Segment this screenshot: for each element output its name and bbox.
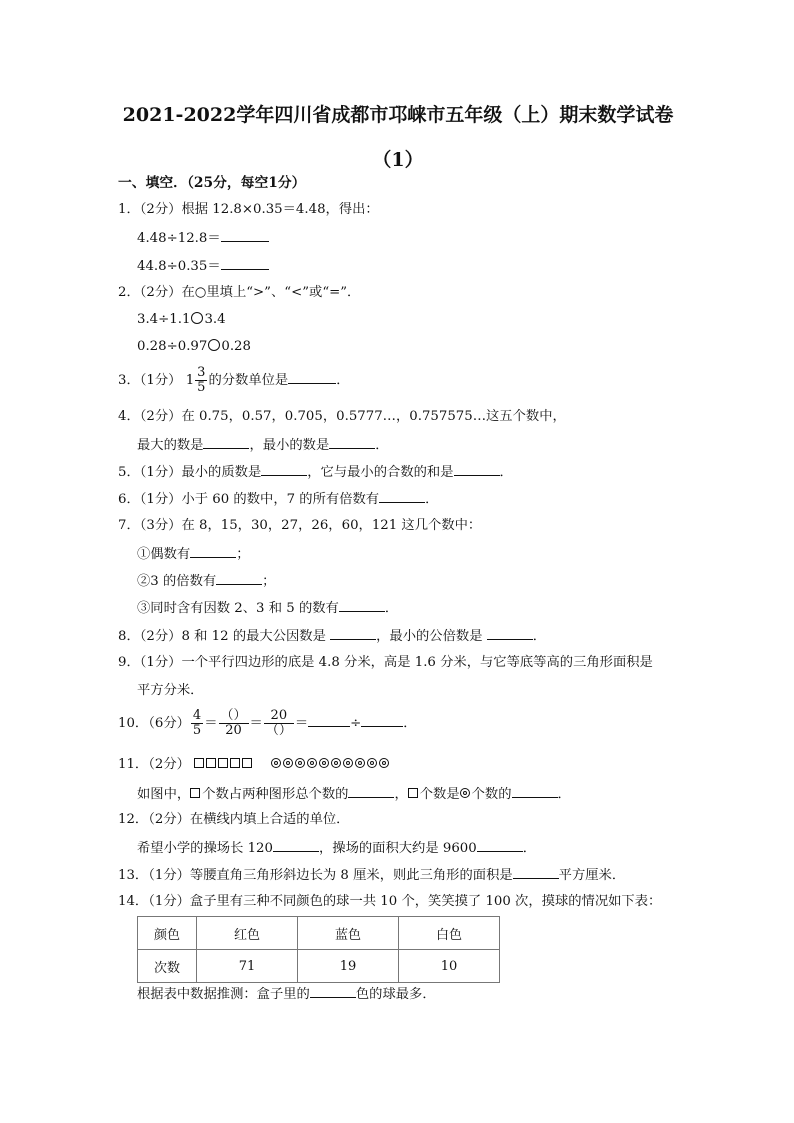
q11-line2: 如图中， 个数占两种图形总个数的 ， 个数是 个数的 ．: [137, 787, 571, 802]
answer-blank[interactable]: [288, 371, 336, 384]
answer-blank[interactable]: [379, 490, 425, 503]
q10: 10．（6分） $\frac{4}{5}$ ＝ $\frac{()}{20}$ ＝ $\frac{20}{()}$ ＝ ÷ ．: [118, 708, 417, 738]
q7-item2: ②3 的倍数有 ；: [137, 574, 276, 589]
answer-blank[interactable]: [512, 785, 558, 798]
circle-icon: [343, 758, 353, 768]
q14-stem: 14．（1分）盒子里有三种不同颜色的球一共 10 个，笑笑摸了 100 次，摸球的情况如下表：: [118, 894, 662, 909]
fraction: $\frac{()}{20}$: [220, 708, 247, 738]
circle-icon: [355, 758, 365, 768]
square-icon: [206, 758, 216, 768]
table-cell: 71: [197, 950, 298, 983]
circle-icon: [295, 758, 305, 768]
q12-stem: 12．（2分）在横线内填上合适的单位．: [118, 812, 350, 827]
answer-blank[interactable]: [190, 545, 236, 558]
square-icon: [408, 788, 418, 798]
q14-after: 根据表中数据推测：盒子里的 色的球最多．: [137, 987, 436, 1002]
circle-icon: [367, 758, 377, 768]
q1-a: 4.48÷12.8＝: [137, 229, 269, 248]
q9-line1: 9．（1分）一个平行四边形的底是 4.8 分米，高是 1.6 分米，与它等底等高的三角形面积是: [118, 655, 653, 670]
table-cell: 颜色: [138, 917, 197, 950]
circle-icon: [319, 758, 329, 768]
q8: 8．（2分）8 和 12 的最大公因数是 ，最小的公倍数是 ．: [118, 629, 547, 644]
answer-blank[interactable]: [330, 627, 376, 640]
fraction: $\frac{20}{()}$: [265, 708, 292, 738]
circle-icon: [307, 758, 317, 768]
q2-b: 0.28÷0.97 0.28: [137, 339, 251, 354]
q13: 13．（1分）等腰直角三角形斜边长为 8 厘米，则此三角形的面积是 平方厘米．: [118, 868, 626, 883]
answer-blank[interactable]: [261, 463, 307, 476]
section-heading: 一、填空．（25分，每空1分）: [118, 175, 306, 191]
table-cell: 蓝色: [298, 917, 399, 950]
q4-line2: 最大的数是 ，最小的数是 ．: [137, 438, 389, 453]
table-cell: 红色: [197, 917, 298, 950]
answer-blank[interactable]: [513, 866, 559, 879]
compare-circle[interactable]: [208, 339, 220, 351]
table-row: [138, 950, 500, 983]
square-icon: [218, 758, 228, 768]
fraction: $\frac{4}{5}$: [192, 708, 202, 738]
square-shapes: [194, 757, 254, 772]
circle-icon: [331, 758, 341, 768]
answer-blank[interactable]: [339, 599, 385, 612]
q1-b: 44.8÷0.35＝: [137, 257, 269, 276]
answer-blank[interactable]: [308, 714, 350, 727]
circle-icon: [460, 788, 470, 798]
answer-blank[interactable]: [487, 627, 533, 640]
table-cell: 白色: [399, 917, 500, 950]
q11: 11．（2分）: [118, 756, 391, 774]
q7-stem: 7．（3分）在 8，15，30，27，26，60，121 这几个数中：: [118, 518, 482, 533]
mixed-fraction: $\frac{3}{5}$: [197, 365, 206, 395]
answer-blank[interactable]: [203, 436, 249, 449]
square-icon: [242, 758, 252, 768]
answer-blank[interactable]: [216, 572, 262, 585]
table-cell: 19: [298, 950, 399, 983]
answer-blank[interactable]: [221, 257, 269, 270]
data-table: [137, 916, 500, 983]
q7-item3: ③同时含有因数 2、3 和 5 的数有 ．: [137, 601, 399, 616]
circle-icon: [379, 758, 389, 768]
square-icon: [230, 758, 240, 768]
q5: 5．（1分）最小的质数是 ，它与最小的合数的和是 ．: [118, 465, 513, 480]
table-cell: 10: [399, 950, 500, 983]
table-row: [138, 917, 500, 950]
square-icon: [190, 788, 200, 798]
q9-line2: 平方分米．: [137, 683, 204, 698]
answer-blank[interactable]: [454, 463, 500, 476]
answer-blank[interactable]: [348, 785, 394, 798]
q1-stem: 1．（2分）根据 12.8×0.35＝4.48，得出：: [118, 202, 379, 217]
table-cell: 次数: [138, 950, 197, 983]
q4-stem: 4．（2分）在 0.75，0.57，0.705，0.5777…，0.757575…这五个数中，: [118, 409, 566, 424]
circle-icon: [283, 758, 293, 768]
q6: 6．（1分）小于 60 的数中，7 的所有倍数有 ．: [118, 492, 439, 507]
q7-item1: ①偶数有 ；: [137, 547, 250, 562]
circle-shapes: [271, 757, 391, 772]
q2-stem: 2．（2分）在○里填上“>”、“<”或“=”．: [118, 285, 361, 300]
q3: 3．（1分） 1 $\frac{3}{5}$ 的分数单位是 ．: [118, 365, 350, 395]
answer-blank[interactable]: [329, 436, 375, 449]
page-title: 2021-2022学年四川省成都市邛崃市五年级（上）期末数学试卷（1）: [122, 104, 674, 171]
q12-line2: 希望小学的操场长 120 ，操场的面积大约是 9600 ．: [137, 841, 537, 856]
answer-blank[interactable]: [361, 714, 403, 727]
answer-blank[interactable]: [221, 229, 269, 242]
answer-blank[interactable]: [477, 839, 523, 852]
answer-blank[interactable]: [310, 985, 356, 998]
compare-circle[interactable]: [191, 312, 203, 324]
q2-a: 3.4÷1.1 3.4: [137, 312, 226, 327]
answer-blank[interactable]: [273, 839, 319, 852]
square-icon: [194, 758, 204, 768]
circle-icon: [271, 758, 281, 768]
